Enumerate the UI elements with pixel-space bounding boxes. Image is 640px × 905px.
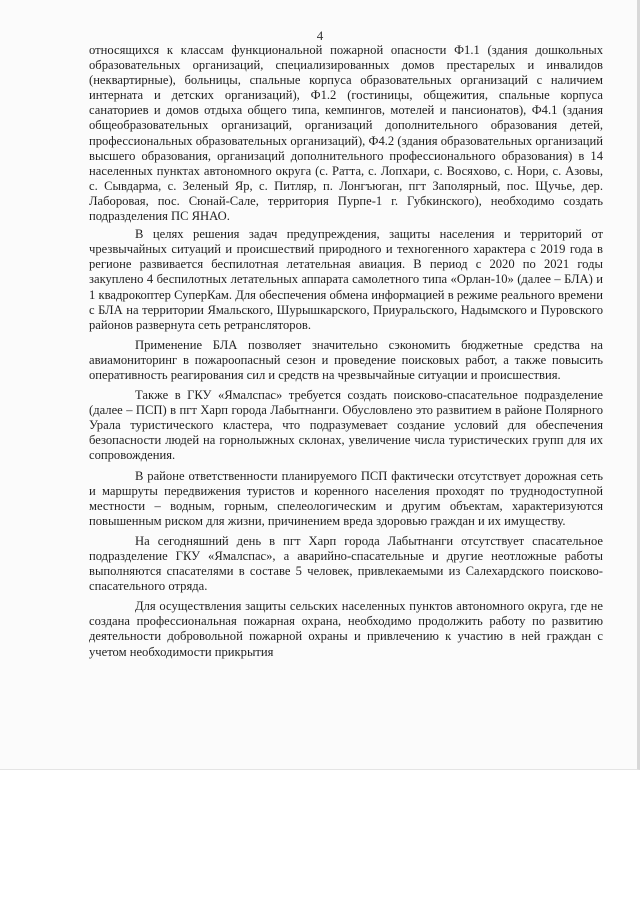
paragraph-search-rescue-unit: Также в ГКУ «Ямалспас» требуется создать поисково-спасательное подразделение (далее – ПСП) в пгт Харп города Лабытнанги. Обусловлено это развитием в районе Полярного Урала туристического кластера, что подразумевает создание условий для обеспечения безопасности людей на горнолыжных склонах, увеличение числа туристических групп для их сопровождения. xyxy=(89,388,603,463)
paragraph-uav-benefits: Применение БЛА позволяет значительно сэкономить бюджетные средства на авиамониторинг в пожароопасный сезон и проведение поисковых работ, а также повысить оперативность реагирования сил и средств на чрезвычайные ситуации и происшествия. xyxy=(89,337,603,382)
page-number: 4 xyxy=(316,28,324,43)
paragraph-uav-aviation: В целях решения задач предупреждения, защиты населения и территорий от чрезвычайных ситуаций и происшествий природного и техногенного характера с 2019 года в регионе развивается беспилотная летательная авиация. В период с 2020 по 2021 годы закуплено 4 беспилотных летательных аппарата самолетного типа «Орлан-10» (далее – БЛА) и 1 квадрокоптер СуперКам. Для обеспечения обмена информацией в режиме реального времени с БЛА на территории Ямальского, Шурышкарского, Приуральского, Надымского и Пуровского районов развернута сеть ретрансляторов. xyxy=(89,227,603,332)
paragraph-continuation: относящихся к классам функциональной пожарной опасности Ф1.1 (здания дошкольных образовательных организаций, специализированных домов престарелых и инвалидов (неквартирные), больницы, спальные корпуса образовательных организаций с наличием интерната и детских организаций), Ф1.2 (гостиницы, общежития, спальные корпуса санаториев и домов отдыха общего типа, кемпингов, мотелей и пансионатов), Ф4.1 (здания общеобразовательных организаций, организаций дополнительного образования детей, профессиональных образовательных организаций), Ф4.2 (здания образовательных организаций высшего образования, организаций дополнительного профессионального образования) в 14 населенных пунктах автономного округа (с. Ратта, с. Лопхари, с. Восяхово, с. Нори, с. Азовы, с. Сывдарма, с. Зеленый Яр, с. Питляр, п. Лонгъюган, пгт Заполярный, пос. Щучье, дер. Лаборовая, пос. Сюнай-Сале, территория Пурпе-1 г. Губкинского), необходимо создать подразделения ПС ЯНАО. xyxy=(89,43,603,224)
paragraph-volunteer-fire-protection: Для осуществления защиты сельских населенных пунктов автономного округа, где не создана профессиональная пожарная охрана, необходимо продолжить работу по развитию деятельности добровольной пожарной охраны и привлечению к участию в ней граждан с учетом необходимости прикрытия xyxy=(89,599,603,659)
body-text xyxy=(89,43,603,660)
paragraph-current-situation: На сегодняшний день в пгт Харп города Лабытнанги отсутствует спасательное подразделение ГКУ «Ямалспас», а аварийно-спасательные и другие неотложные работы выполняются спасателями в составе 5 человек, привлекаемыми из Салехардского поисково-спасательного отряда. xyxy=(89,533,603,594)
paragraph-area-of-responsibility: В районе ответственности планируемого ПСП фактически отсутствует дорожная сеть и маршруты передвижения туристов и коренного населения проходят по труднодоступной местности – водным, горным, спелеологическим и другим объектам, характеризуются повышенным риском для жизни, причинением вреда здоровью граждан и их имуществу. xyxy=(89,468,603,528)
